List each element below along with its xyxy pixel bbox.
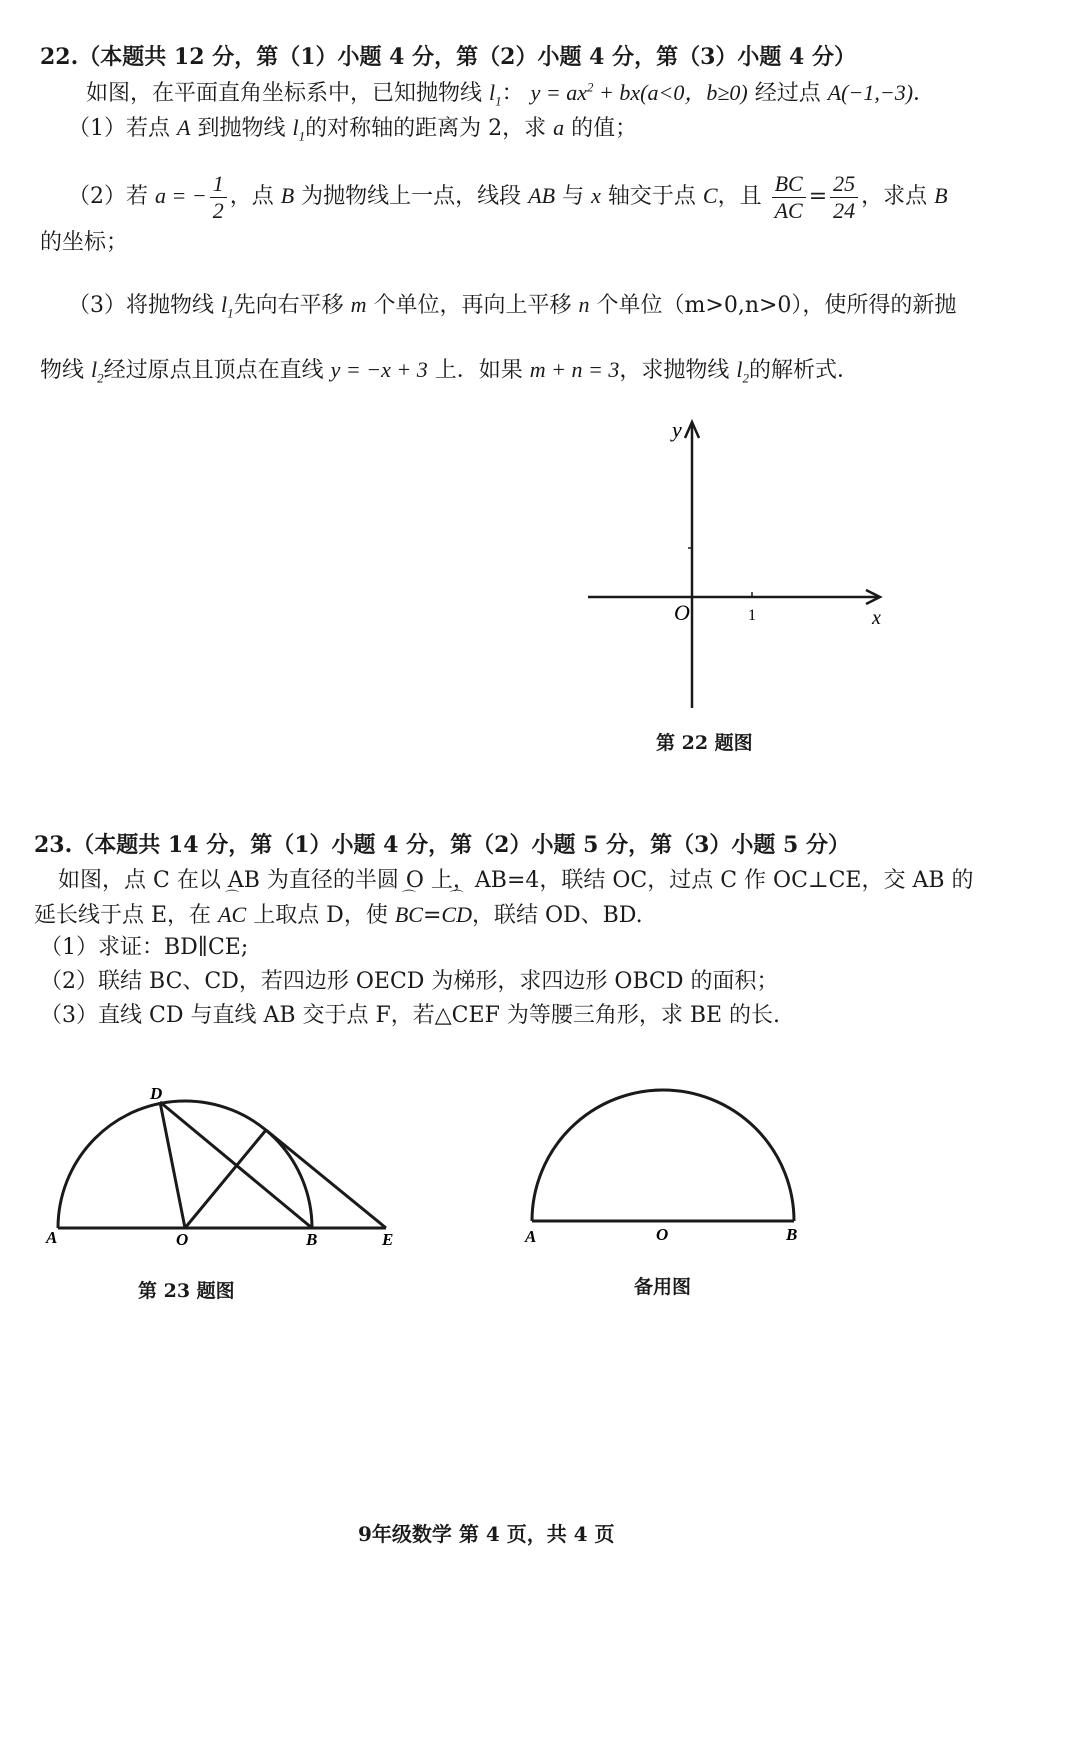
- backup-label-b: B: [786, 1225, 798, 1244]
- den-24: 24: [833, 197, 856, 223]
- label-e: E: [382, 1230, 394, 1249]
- backup-label-a: A: [525, 1227, 537, 1246]
- x-one-label: 1: [748, 607, 756, 624]
- q22-p3-text-8: ，求抛物线: [619, 358, 730, 383]
- label-d: D: [150, 1084, 163, 1103]
- l2-symbol-2: $l_2$: [736, 357, 749, 386]
- parabola-equation: $y = ax^2$ + bx: [530, 79, 641, 105]
- q22-p3-text-6: 经过原点且顶点在直线: [103, 358, 324, 383]
- var-n: n: [578, 292, 590, 317]
- ac: AC: [774, 197, 803, 223]
- arc-ac: ⌒ AC: [218, 900, 246, 930]
- q23-l2-text-3: ，联结 OD、BD.: [471, 903, 643, 928]
- y-axis-label: y: [672, 417, 682, 442]
- var-b: B: [280, 183, 295, 208]
- var-x: x: [591, 183, 601, 208]
- half-denominator: 2: [212, 197, 224, 223]
- q22-header: 22.（本题共 12 分，第（1）小题 4 分，第（2）小题 4 分，第（3）小题 4 分）: [40, 44, 857, 70]
- q22-part2-cont: 的坐标；: [40, 230, 129, 255]
- q23-l2-text-2: 上取点 D，使: [253, 903, 388, 928]
- q22-p1-text: （1）若点: [68, 116, 170, 141]
- var-b-2: B: [934, 183, 948, 208]
- q23-caption: 第 23 题图: [138, 1280, 235, 1302]
- q23-sub2: （2）联结 BC、CD，若四边形 OECD 为梯形，求四边形 OBCD 的面积；: [40, 969, 779, 994]
- equals-sign: =: [422, 903, 442, 928]
- label-b: B: [306, 1230, 318, 1249]
- q22-p3-text: （3）将抛物线: [68, 293, 214, 318]
- page-footer: 9年级数学 第 4 页，共 4 页: [358, 1522, 615, 1546]
- l1-symbol: $l_1$: [489, 80, 502, 109]
- a-equals: a = −: [155, 183, 207, 208]
- q22-p2-text-2: ，点: [229, 184, 274, 209]
- q23-line1: 如图，点 C 在以 AB 为直径的半圆 O 上，AB=4，联结 OC，过点 C 作 OC⊥CE，交 AB 的: [58, 868, 974, 893]
- l1-symbol: $l_1$: [292, 115, 306, 144]
- arc-bc: ⌒ BC: [395, 900, 423, 930]
- x-axis-label: x: [872, 607, 881, 629]
- var-c: C: [702, 183, 718, 208]
- q22-p3-text-2: 先向右平移: [233, 293, 344, 318]
- q22-p3-text-5: 物线: [40, 358, 85, 383]
- q23-sub3: （3）直线 CD 与直线 AB 交于点 F，若△CEF 为等腰三角形，求 BE 的长.: [40, 1003, 781, 1028]
- l2-symbol: $l_2$: [91, 357, 104, 386]
- q22-p3-text-4: 个单位（m>0,n>0），使所得的新抛: [596, 293, 957, 318]
- point-a: A(−1,−3): [827, 80, 914, 105]
- arc-cd: ⌒ CD: [441, 900, 472, 930]
- q22-p3-text-9: 的解析式．: [748, 358, 859, 383]
- m-plus-n: m + n = 3: [529, 357, 620, 382]
- var-a: A: [177, 115, 191, 140]
- label-o: O: [176, 1230, 189, 1249]
- backup-label-o: O: [656, 1225, 669, 1244]
- origin-label: O: [674, 600, 690, 625]
- q23-sub1: （1）求证：BD∥CE;: [40, 935, 249, 960]
- q22-p2-text: （2）若: [68, 184, 148, 209]
- q22-intro-text-2: 经过点: [754, 81, 821, 106]
- q22-p2-text-3: 为抛物线上一点，线段: [301, 184, 522, 209]
- var-m: m: [350, 292, 367, 317]
- q22-intro: 如图，在平面直角坐标系中，已知抛物线 $l_1$： $y = ax^2 + bx(a<0$，b≥0) 经过点 A(−1,−3)．: [86, 79, 936, 109]
- q23-header: 23.（本题共 14 分，第（1）小题 4 分，第（2）小题 5 分，第（3）小题 5 分）: [34, 832, 851, 858]
- q22-p3-text-3: 个单位，再向上平移: [373, 293, 572, 318]
- q22-p2-text-4: 与: [562, 184, 585, 209]
- q23-l2-text: 延长线于点 E，在: [34, 903, 212, 928]
- q22-p2-text-5: 轴交于点: [607, 184, 696, 209]
- q22-p2-text-7: ，求点: [861, 184, 928, 209]
- var-a-lower: a: [553, 115, 565, 140]
- label-a: A: [46, 1228, 58, 1247]
- q22-caption: 第 22 题图: [656, 732, 753, 754]
- half-numerator: 1: [210, 171, 227, 198]
- q22-part2: （2）若 a = − $\frac{1}{2}$ ，点 B 为抛物线上一点，线段 AB 与 x 轴交于点 C，且 $\frac{BC}{AC}$ = $\frac{25}{24}$ ，求点 B: [68, 170, 948, 223]
- q22-p1-text-2: 到抛物线: [197, 116, 286, 141]
- num-25: 25: [830, 171, 858, 198]
- var-ab: AB: [528, 183, 556, 208]
- q22-p1-text-4: 的值；: [571, 116, 638, 141]
- q22-p2-text-6: ，且: [717, 184, 762, 209]
- q22-intro-text: 如图，在平面直角坐标系中，已知抛物线: [86, 81, 483, 106]
- line-equation: y = −x + 3: [330, 357, 428, 382]
- q22-p1-text-3: 的对称轴的距离为 2，求: [305, 116, 547, 141]
- coefficient-condition: (a<0，b≥0): [640, 80, 748, 105]
- l1-symbol: $l_1$: [221, 292, 234, 321]
- q22-p3-text-7: 上．如果: [434, 358, 523, 383]
- backup-semicircle: [532, 1090, 794, 1221]
- bc: BC: [772, 171, 806, 198]
- backup-caption: 备用图: [634, 1276, 692, 1298]
